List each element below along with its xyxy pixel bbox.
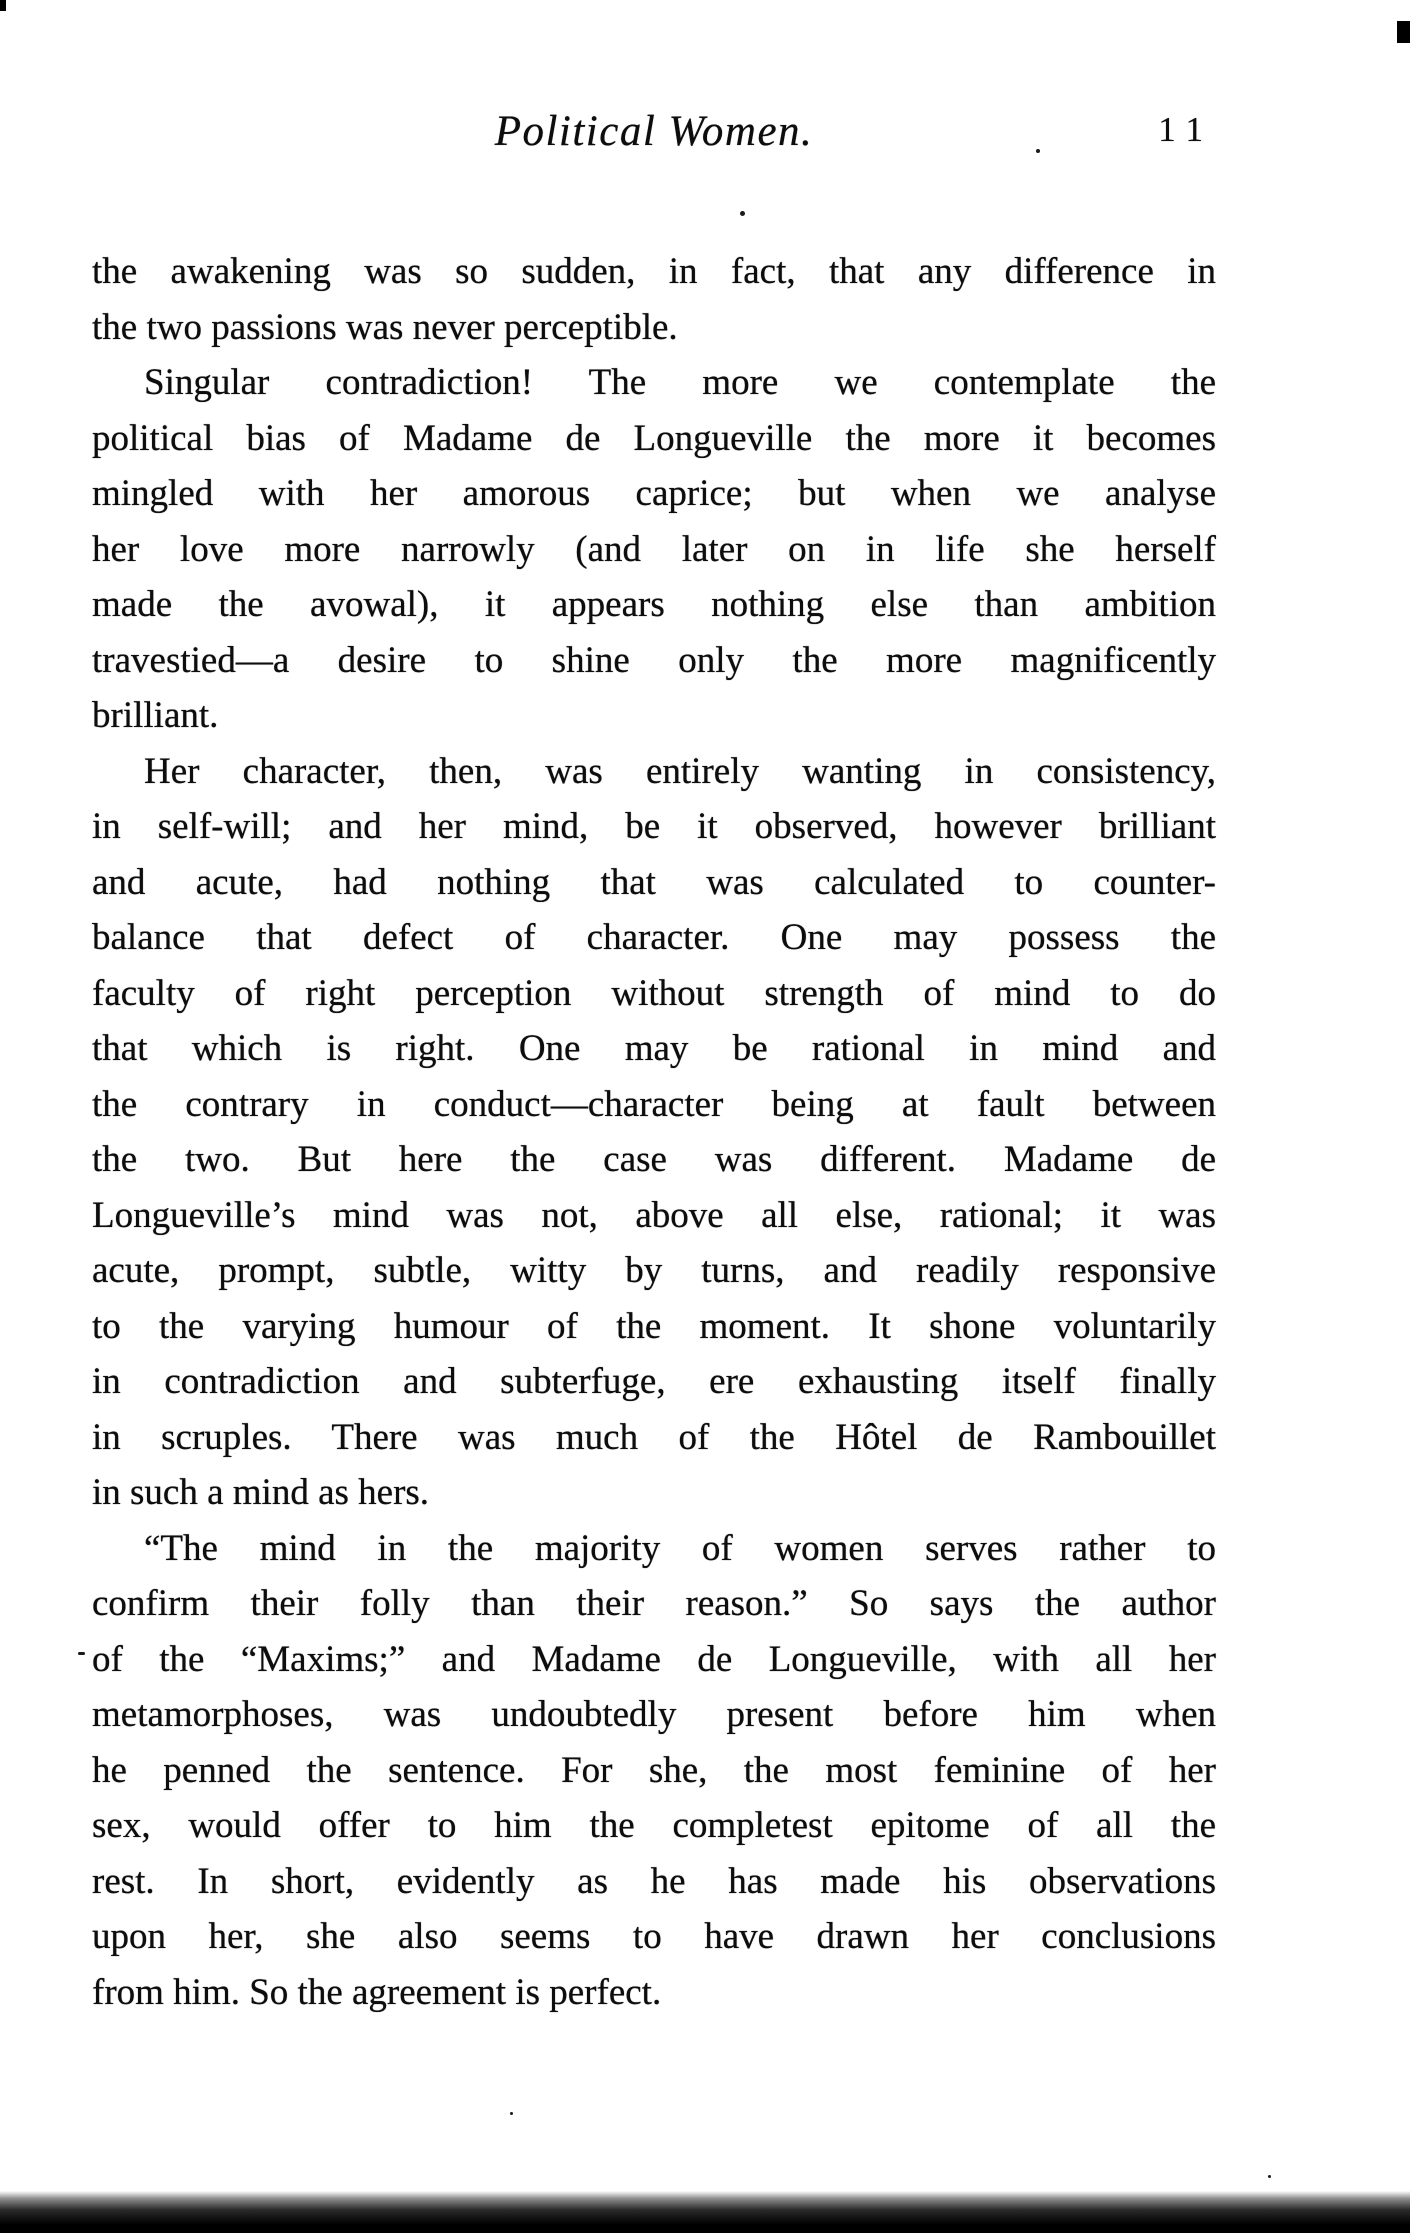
paragraph — [92, 744, 1216, 1521]
page-number: 11 — [1158, 110, 1214, 149]
ink-speck — [1036, 149, 1040, 153]
text-line: the two. But here the case was different. Madame de — [92, 1139, 1216, 1180]
text-line: of the “Maxims;” and Madame de Longueville, with all her — [92, 1638, 1216, 1680]
text-line: and acute, had nothing that was calculated to counter- — [92, 861, 1216, 903]
text-line: metamorphoses, was undoubtedly present before him when — [92, 1694, 1216, 1735]
text-line: Longueville’s mind was not, above all else, rational; it was — [92, 1194, 1216, 1236]
ink-speck — [510, 2112, 513, 2115]
scan-edge-mark — [0, 0, 6, 11]
text-line: mingled with her amorous caprice; but when we analyse — [92, 473, 1216, 514]
ink-speck — [1268, 2175, 1271, 2178]
text-line: Her character, then, was entirely wanting in consistency, — [144, 750, 1216, 792]
text-line: to the varying humour of the moment. It shone voluntarily — [92, 1305, 1216, 1347]
text-line: confirm their folly than their reason.” So says the author — [92, 1583, 1216, 1624]
text-line: made the avowal), it appears nothing else than ambition — [92, 584, 1216, 625]
text-line: in self-will; and her mind, be it observed, however brilliant — [92, 806, 1216, 847]
scan-corner-mark — [1397, 21, 1410, 43]
text-block — [92, 244, 1216, 2020]
text-line: the two passions was never perceptible. — [92, 306, 678, 348]
text-line: in scruples. There was much of the Hôtel de Rambouillet — [92, 1416, 1216, 1458]
text-line: acute, prompt, subtle, witty by turns, and readily responsive — [92, 1250, 1216, 1291]
paragraph — [92, 1521, 1216, 2021]
running-header — [92, 102, 1216, 166]
paragraph — [92, 355, 1216, 744]
text-line: that which is right. One may be rational in mind and — [92, 1028, 1216, 1069]
text-line: the contrary in conduct—character being at fault between — [92, 1083, 1216, 1125]
text-line: balance that defect of character. One may possess the — [92, 917, 1216, 958]
text-line: in such a mind as hers. — [92, 1472, 430, 1513]
text-line: “The mind in the majority of women serves rather to — [144, 1527, 1216, 1569]
text-line: from him. So the agreement is perfect. — [92, 1971, 662, 2013]
text-line: the awakening was so sudden, in fact, that any difference in — [92, 251, 1216, 292]
text-line: Singular contradiction! The more we contemplate the — [144, 362, 1216, 403]
paragraph — [92, 244, 1216, 355]
text-line: travestied—a desire to shine only the more magnificently — [92, 639, 1216, 681]
text-line: rest. In short, evidently as he has made his observations — [92, 1860, 1216, 1902]
text-line: brilliant. — [92, 695, 219, 736]
text-line: faculty of right perception without strength of mind to do — [92, 972, 1216, 1014]
text-line: in contradiction and subterfuge, ere exhausting itself finally — [92, 1361, 1216, 1402]
page-title: Political Women. — [494, 108, 814, 155]
text-line: upon her, she also seems to have drawn her conclusions — [92, 1916, 1216, 1957]
text-line: he penned the sentence. For she, the most feminine of her — [92, 1749, 1216, 1791]
text-line: her love more narrowly (and later on in life she herself — [92, 528, 1216, 570]
ink-speck — [740, 211, 745, 216]
bottom-scan-edge — [0, 2191, 1410, 2233]
ink-speck — [78, 1652, 85, 1655]
text-line: sex, would offer to him the completest epitome of all the — [92, 1805, 1216, 1846]
text-line: political bias of Madame de Longueville the more it becomes — [92, 417, 1216, 459]
